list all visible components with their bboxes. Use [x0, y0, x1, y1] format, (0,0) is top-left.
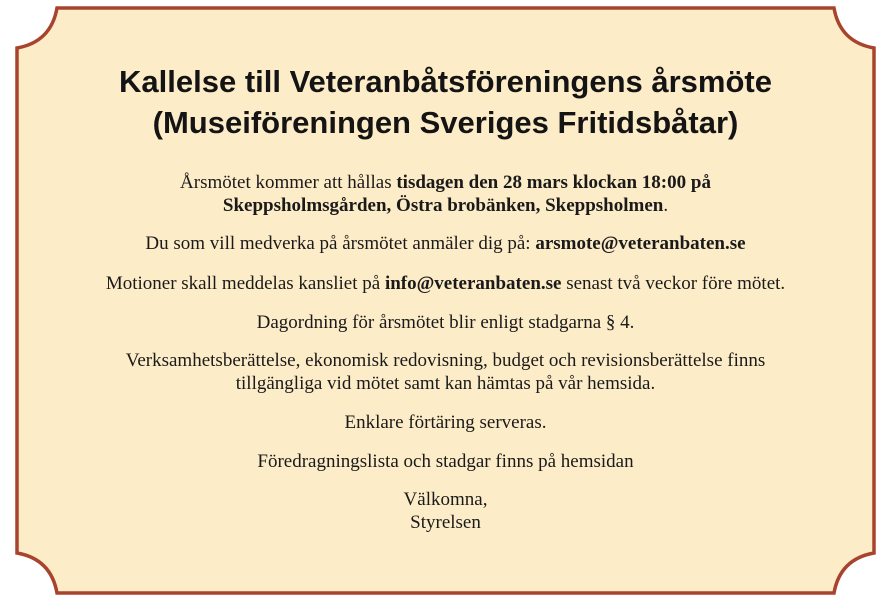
notice-title: Kallelse till Veteranbåtsföreningens årsmöte: [119, 64, 772, 99]
meeting-place: Skeppsholmsgården, Östra brobänken, Skeppsholmen: [222, 195, 664, 216]
info-email-link[interactable]: info@veteranbaten.se: [384, 273, 562, 294]
documents-paragraph: Föredragningslista och stadgar finns på hemsidan: [257, 451, 634, 472]
refreshments-paragraph: Enklare förtäring serveras.: [344, 412, 547, 433]
notice-content: [40, 0, 851, 599]
closing-signature: Styrelsen: [410, 512, 481, 533]
reports-line-2: tillgängliga vid mötet samt kan hämtas på vår hemsida.: [235, 373, 656, 394]
register-paragraph: [40, 232, 851, 255]
meeting-suffix: .: [663, 195, 669, 216]
meeting-place-line: [40, 194, 851, 217]
meeting-time: tisdagen den 28 mars klockan 18:00 på: [396, 172, 711, 193]
meeting-prefix: Årsmötet kommer att hållas: [180, 172, 397, 193]
motions-paragraph: [40, 272, 851, 295]
reports-line-1: Verksamhetsberättelse, ekonomisk redovisning, budget och revisionsberättelse finns: [125, 350, 766, 371]
notice-subtitle: (Museiföreningen Sveriges Fritidsbåtar): [152, 105, 739, 140]
agenda-paragraph: Dagordning för årsmötet blir enligt stadgarna § 4.: [256, 312, 635, 333]
register-email-link[interactable]: arsmote@veteranbaten.se: [535, 233, 746, 254]
motions-prefix: Motioner skall meddelas kansliet på: [105, 273, 385, 294]
closing-greeting: Välkomna,: [403, 489, 488, 510]
meeting-paragraph: [40, 171, 851, 194]
register-text: Du som vill medverka på årsmötet anmäler dig på:: [145, 233, 536, 254]
motions-suffix: senast två veckor före mötet.: [561, 273, 786, 294]
